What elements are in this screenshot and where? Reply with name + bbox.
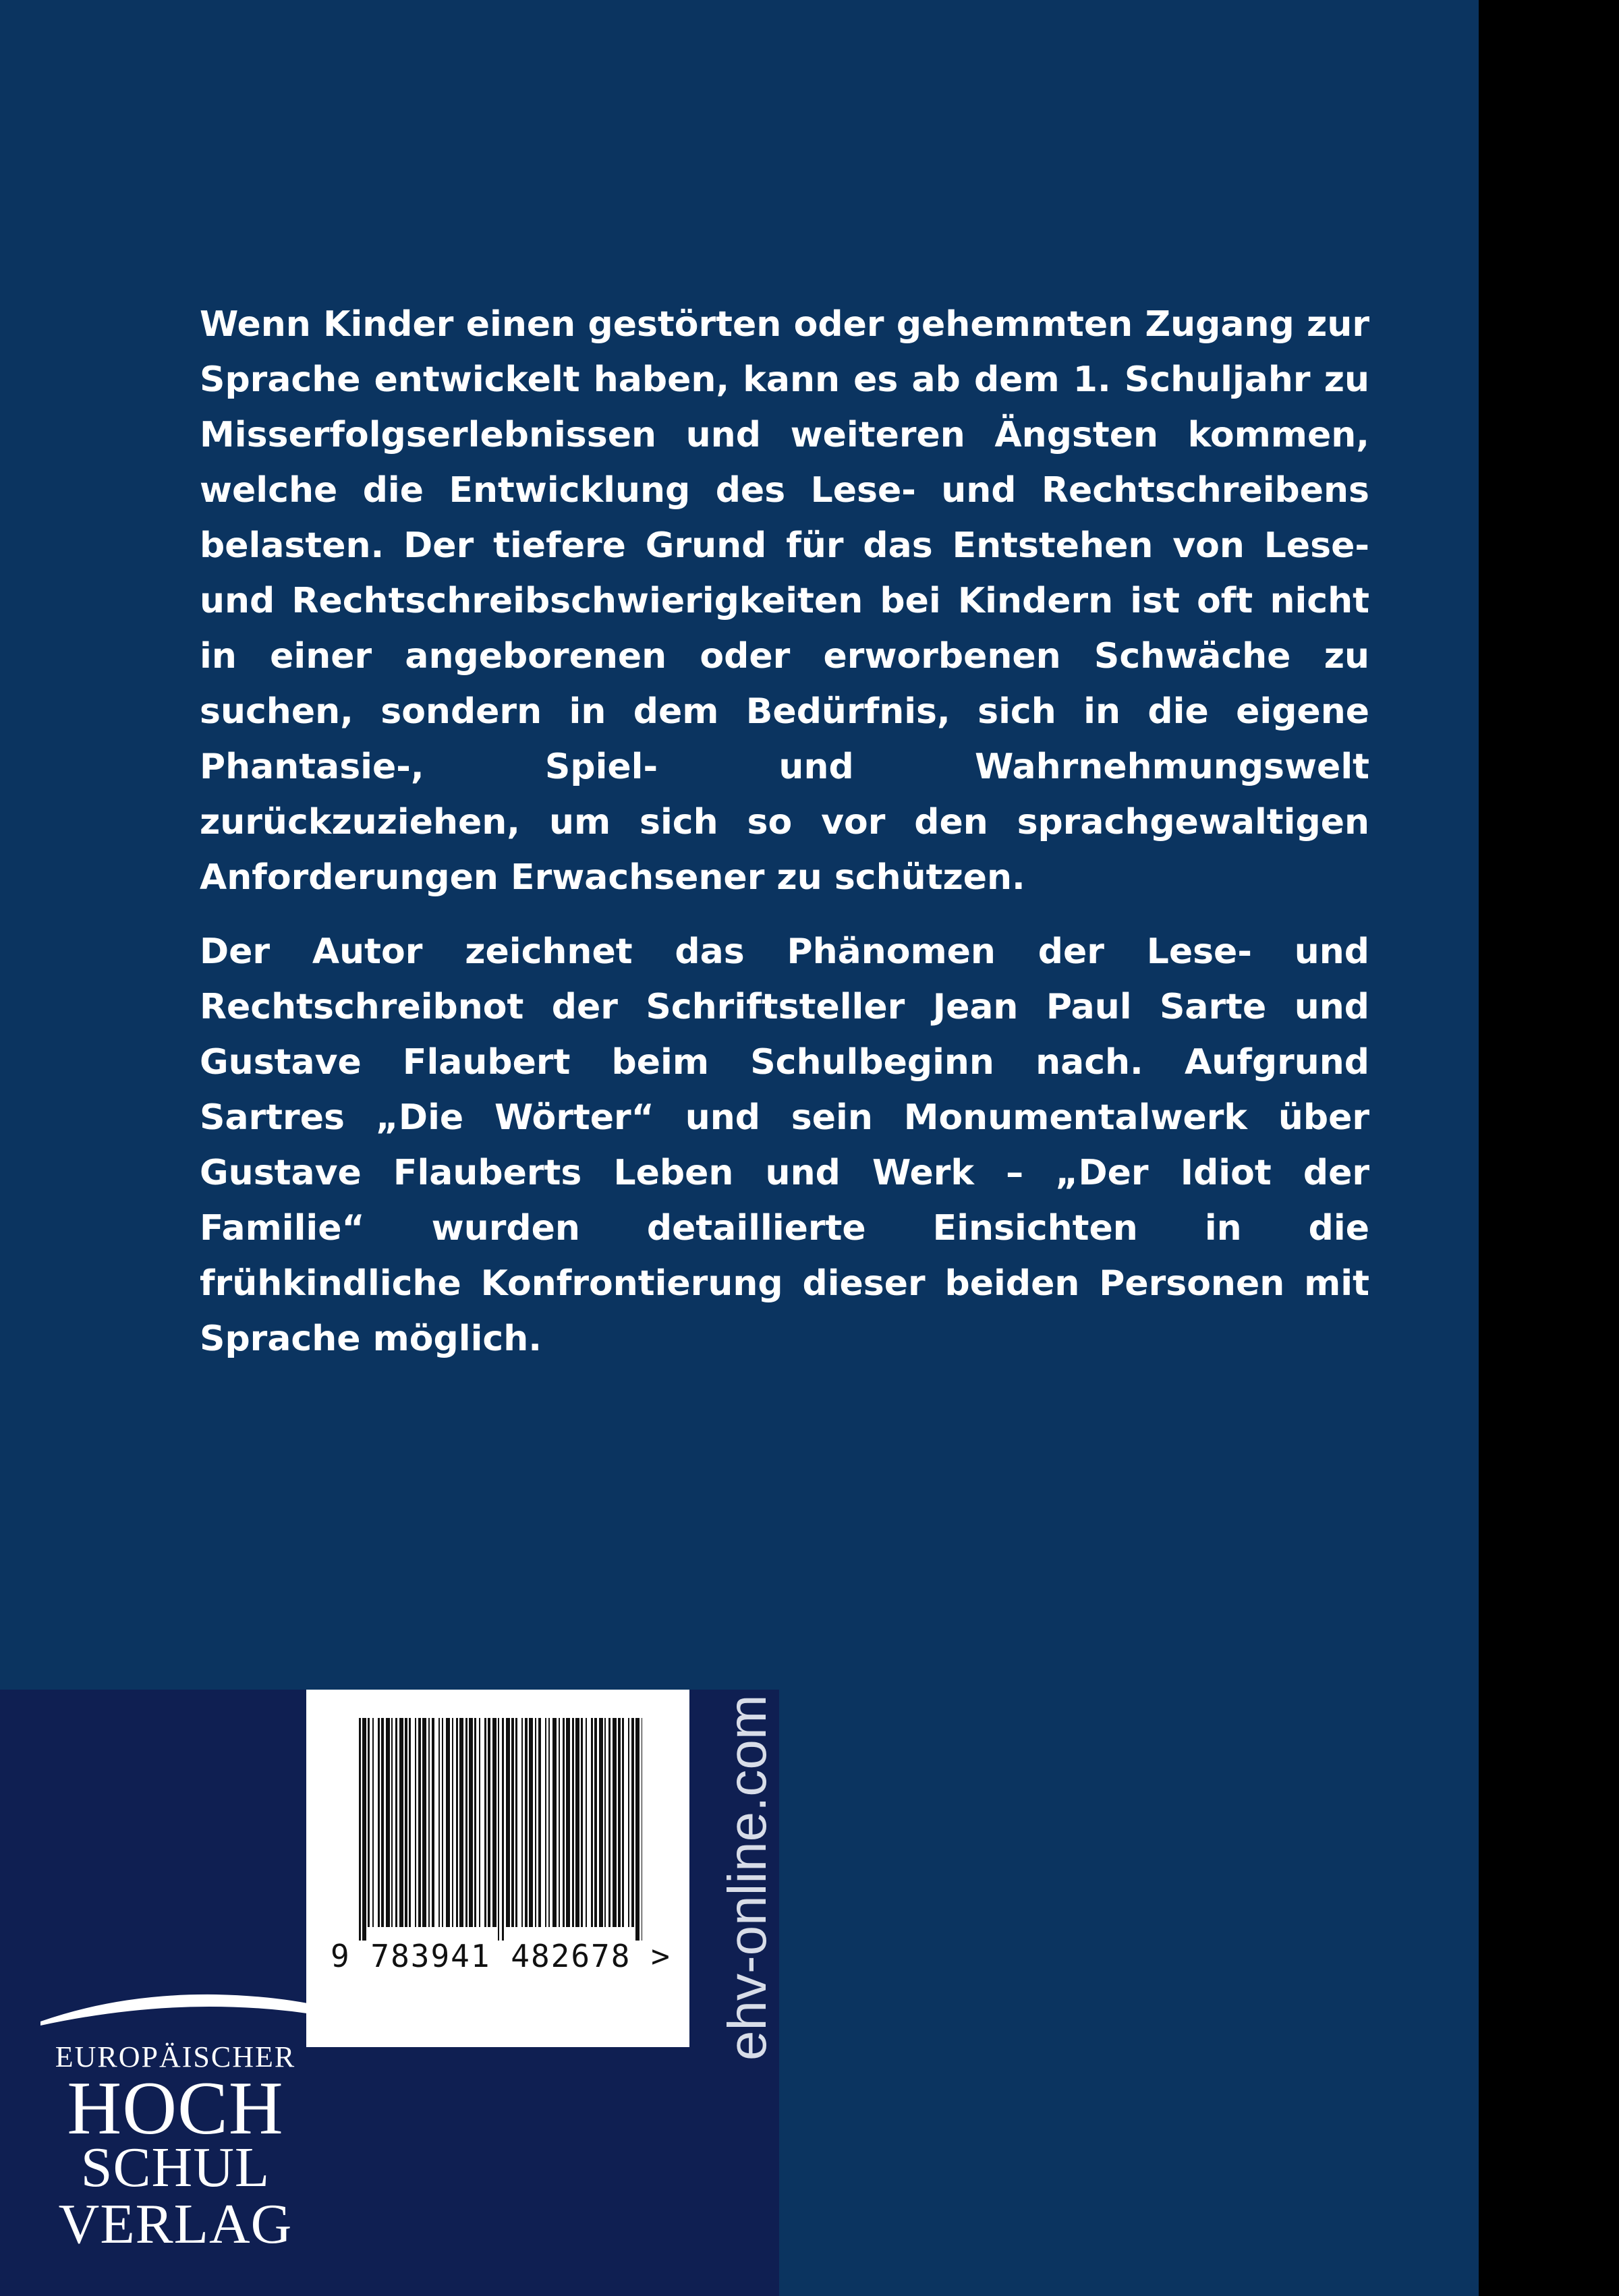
logo-line-4: VERLAG <box>58 2193 293 2256</box>
swoosh-graphic <box>40 1986 324 2034</box>
website-url: ehv-online.com <box>717 1694 777 2061</box>
blurb-paragraph-1: Wenn Kinder einen gestörten oder gehemmten Zugang zur Sprache entwickelt haben, kann es ab dem 1. Schuljahr zu Misserfolgserlebnissen und weiteren Ängsten kommen, welche die Entwicklung des Lese- und Rechtschreibens belasten. Der tiefere Grund für das Entstehen von Lese- und Rechtschreibschwierigkeiten bei Kindern ist oft nicht in einer angeborenen oder erworbenen Schwäche zu suchen, sondern in dem Bedürfnis, sich in die eigene Phantasie-, Spiel- und Wahrnehmungswelt zurückzuziehen, um sich so vor den sprachgewaltigen Anforderungen Erwachsener zu schützen. <box>200 304 1369 898</box>
publisher-logo <box>47 2037 304 2256</box>
logo-line-1: EUROPÄISCHER <box>55 2040 296 2073</box>
isbn-digits: 9 783941 482678 > <box>331 1938 671 1974</box>
logo-line-2: HOCH <box>67 2067 284 2150</box>
black-edge-strip <box>1479 0 1619 2296</box>
blurb-text <box>200 297 1369 1385</box>
logo-line-3: SCHUL <box>80 2136 271 2199</box>
barcode <box>306 1690 689 2047</box>
blurb-paragraph-2: Der Autor zeichnet das Phänomen der Lese- und Rechtschreibnot der Schriftsteller Jean Paul Sarte und Gustave Flaubert beim Schulbeginn nach. Aufgrund Sartres „Die Wörter“ und sein Monumentalwerk über Gustave Flauberts Leben und Werk – „Der Idiot der Familie“ wurden detaillierte Einsichten in die frühkindliche Konfrontierung dieser beiden Personen mit Sprache möglich. <box>200 931 1369 1359</box>
barcode-bars <box>359 1718 642 1941</box>
